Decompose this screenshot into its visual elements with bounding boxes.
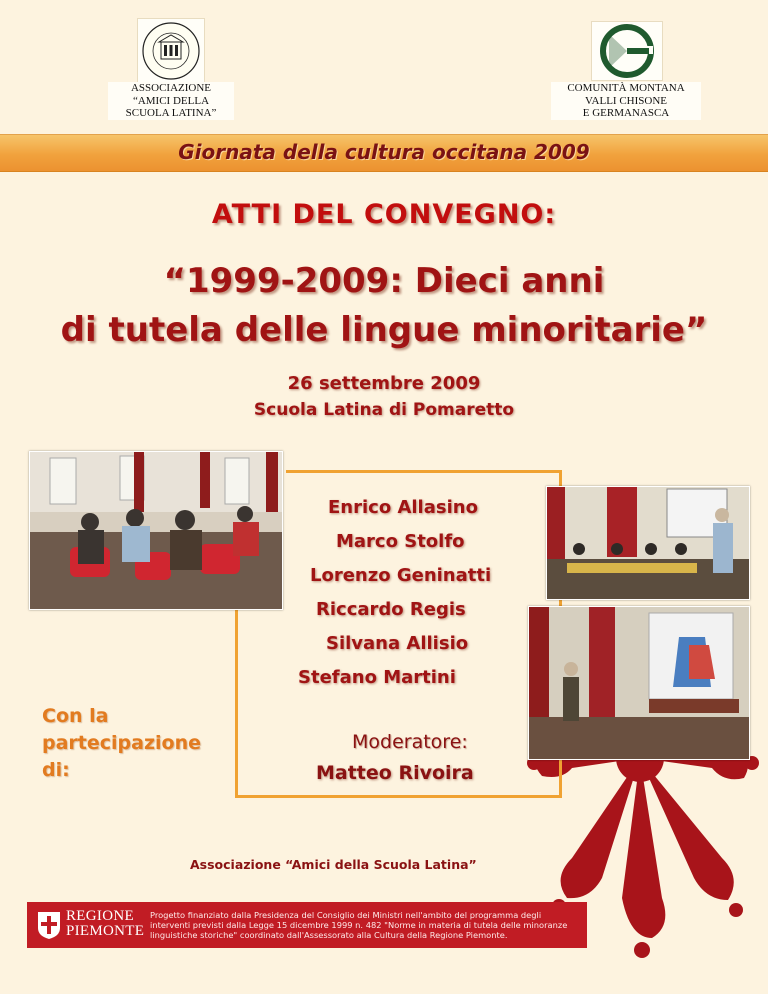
regione-line: PIEMONTE	[66, 923, 145, 939]
conference-title-line2: di tutela delle lingue minoritarie”	[60, 310, 708, 350]
cm-name-line: COMUNITÀ MONTANA	[567, 82, 685, 94]
event-banner-text: Giornata della cultura occitana 2009	[178, 140, 590, 164]
regione-shield-icon	[36, 910, 62, 940]
speaker-name: Marco Stolfo	[336, 531, 465, 552]
moderator-label: Moderatore:	[352, 731, 468, 753]
speaker-name: Enrico Allasino	[328, 497, 478, 518]
speaker-name: Silvana Allisio	[326, 633, 469, 654]
association-name-line: SCUOLA LATINA”	[125, 107, 217, 119]
audience-photo	[29, 451, 283, 610]
moderator-name: Matteo Rivoira	[316, 762, 474, 784]
regione-piemonte-logo-text	[66, 909, 144, 939]
participation-label	[42, 703, 232, 784]
frame-line	[235, 605, 238, 798]
speaker-name: Stefano Martini	[298, 667, 456, 688]
association-name	[108, 82, 234, 120]
conference-date: 26 settembre 2009	[287, 373, 481, 394]
participation-line: di:	[42, 759, 70, 781]
participation-line: Con la	[42, 705, 109, 727]
footer-association: Associazione “Amici della Scuola Latina”	[190, 857, 477, 872]
conference-venue: Scuola Latina di Pomaretto	[253, 400, 515, 420]
presentation-photo	[528, 606, 750, 760]
cm-name-line: VALLI CHISONE	[585, 94, 667, 107]
speakers-table-photo	[546, 486, 750, 600]
association-seal-logo	[137, 18, 205, 84]
cm-name-line: E GERMANASCA	[582, 107, 670, 119]
participation-line: partecipazione	[42, 732, 201, 754]
association-name-line: “AMICI DELLA	[132, 94, 210, 107]
seal-icon	[140, 21, 202, 81]
speaker-name: Riccardo Regis	[316, 599, 466, 620]
frame-line	[286, 470, 562, 473]
regione-line: REGIONE	[66, 908, 134, 924]
association-name-line: ASSOCIAZIONE	[130, 82, 212, 94]
atti-heading: ATTI DEL CONVEGNO:	[211, 199, 557, 230]
funding-notice: Progetto finanziato dalla Presidenza del Consiglio dei Ministri nell'ambito del programma degli interventi previsti dalla Legge 15 dicembre 1999 n. 482 "Norme in materia di tutela delle minoranze linguistiche storiche" coordinato dall'Assessorato alla Cultura della Regione Piemonte.	[150, 910, 568, 940]
speaker-name: Lorenzo Geninatti	[310, 565, 492, 586]
frame-line	[235, 795, 562, 798]
comunita-montana-logo	[591, 21, 663, 81]
conference-title-line1: “1999-2009: Dieci anni	[163, 261, 605, 301]
cm-g-icon	[597, 24, 657, 78]
comunita-montana-name	[551, 82, 701, 120]
